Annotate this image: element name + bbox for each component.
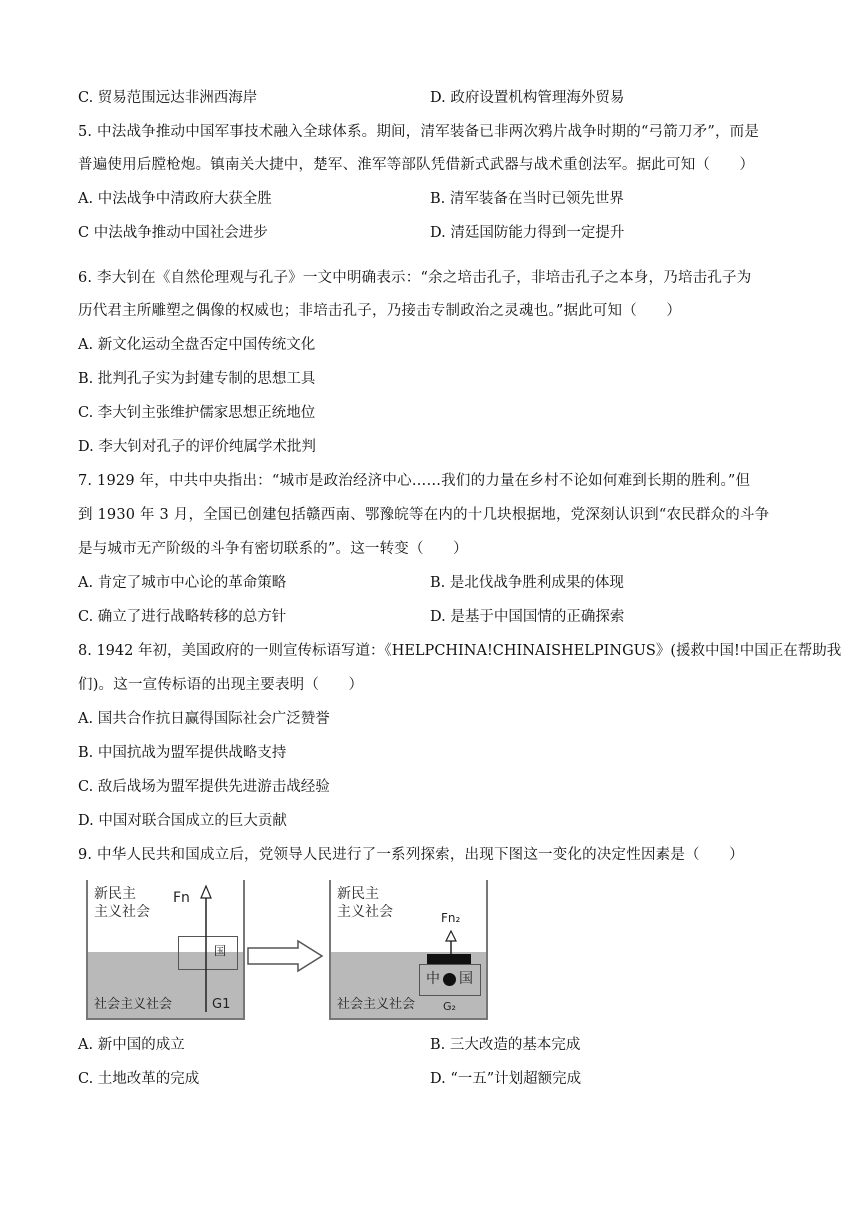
q6-stem-line2: 历代君主所雕塑之偶像的权威也；非培击孔子，乃接击专制政治之灵魂也。”据此可知（ ） [78,303,682,319]
left-force-arrows [196,884,216,1016]
q6-option-d: D. 李大钊对孔子的评价纯属学术批判 [78,439,316,455]
q5-option-c: C 中法战争推动中国社会进步 [78,225,268,241]
q8-option-b: B. 中国抗战为盟军提供战略支持 [78,745,287,761]
q8-option-d: D. 中国对联合国成立的巨大贡献 [78,813,287,829]
q6-option-a: A. 新文化运动全盘否定中国传统文化 [78,337,316,353]
center-dot [443,973,456,986]
q8-stem-line2: 们)。这一宣传标语的出现主要表明（ ） [78,677,364,693]
q5-stem-line2: 普遍使用后膛枪炮。镇南关大捷中，楚军、淮军等部队凭借新式武器与战术重创法军。据此可知（ ） [78,157,755,173]
q5-stem-line1: 5. 中法战争推动中国军事技术融入全球体系。期间，清军装备已非两次鸦片战争时期的“弓箭刀矛”，而是 [78,124,760,140]
right-box-label-left: 中 [426,971,440,987]
left-label-top-1: 新民主 [94,886,136,902]
left-label-bottom: 社会主义社会 [94,997,173,1012]
q7-option-d: D. 是基于中国国情的正确探索 [430,609,625,625]
q8-option-c: C. 敌后战场为盟军提供先进游击战经验 [78,779,330,795]
left-box-label: 国 [214,944,227,958]
left-label-top-2: 主义社会 [94,904,150,920]
q7-option-b: B. 是北伐战争胜利成果的体现 [430,575,624,591]
q7-stem-line3: 是与城市无产阶级的斗争有密切联系的”。这一转变（ ） [78,541,468,557]
q6-stem-line1: 6. 李大钊在《自然伦理观与孔子》一文中明确表示：“余之培击孔子，非培击孔子之本身，乃培击孔子为 [78,270,752,286]
q9-option-d: D. “一五”计划超额完成 [430,1071,582,1087]
right-label-top-1: 新民主 [337,886,379,902]
q4-option-d: D. 政府设置机构管理海外贸易 [430,90,625,106]
q9-stem: 9. 中华人民共和国成立后，党领导人民进行了一系列探索，出现下图这一变化的决定性因素是（ ） [78,847,744,863]
q6-option-c: C. 李大钊主张维护儒家思想正统地位 [78,405,316,421]
right-floating-plate [427,954,471,964]
transition-arrow-icon [246,938,326,974]
q9-figure [86,880,486,1022]
q7-stem-line2: 到 1930 年 3 月，全国已创建包括赣西南、鄂豫皖等在内的十几块根据地，党深刻认识到“农民群众的斗争 [78,507,770,523]
q9-option-a: A. 新中国的成立 [78,1037,185,1053]
q7-option-a: A. 肯定了城市中心论的革命策略 [78,575,287,591]
q7-option-c: C. 确立了进行战略转移的总方针 [78,609,287,625]
q9-option-c: C. 土地改革的完成 [78,1071,200,1087]
left-gravity-label: G1 [212,997,231,1012]
q7-stem-line1: 7. 1929 年，中共中央指出：“城市是政治经济中心……我们的力量在乡村不论如何难到长期的胜利。”但 [78,473,751,489]
left-container [86,880,245,1020]
right-gravity-label: G₂ [443,1000,456,1013]
q8-stem-line1: 8. 1942 年初，美国政府的一则宣传标语写道：《HELPCHINA!CHINAISHELPINGUS》(援救中国!中国正在帮助我 [78,643,842,659]
q4-option-c: C. 贸易范围远达非洲西海岸 [78,90,258,106]
right-box-label-right: 国 [459,971,473,987]
right-label-top-2: 主义社会 [337,904,393,920]
q6-option-b: B. 批判孔子实为封建专制的思想工具 [78,371,316,387]
right-container [329,880,488,1020]
left-force-label: Fn [173,890,190,906]
q5-option-b: B. 清军装备在当时已领先世界 [430,191,624,207]
q8-option-a: A. 国共合作抗日赢得国际社会广泛赞誉 [78,711,330,727]
right-label-bottom: 社会主义社会 [337,997,416,1012]
q5-option-a: A. 中法战争中清政府大获全胜 [78,191,272,207]
q5-option-d: D. 清廷国防能力得到一定提升 [430,225,625,241]
q9-option-b: B. 三大改造的基本完成 [430,1037,581,1053]
right-force-label: Fn₂ [441,911,461,925]
right-force-arrow [441,930,461,956]
